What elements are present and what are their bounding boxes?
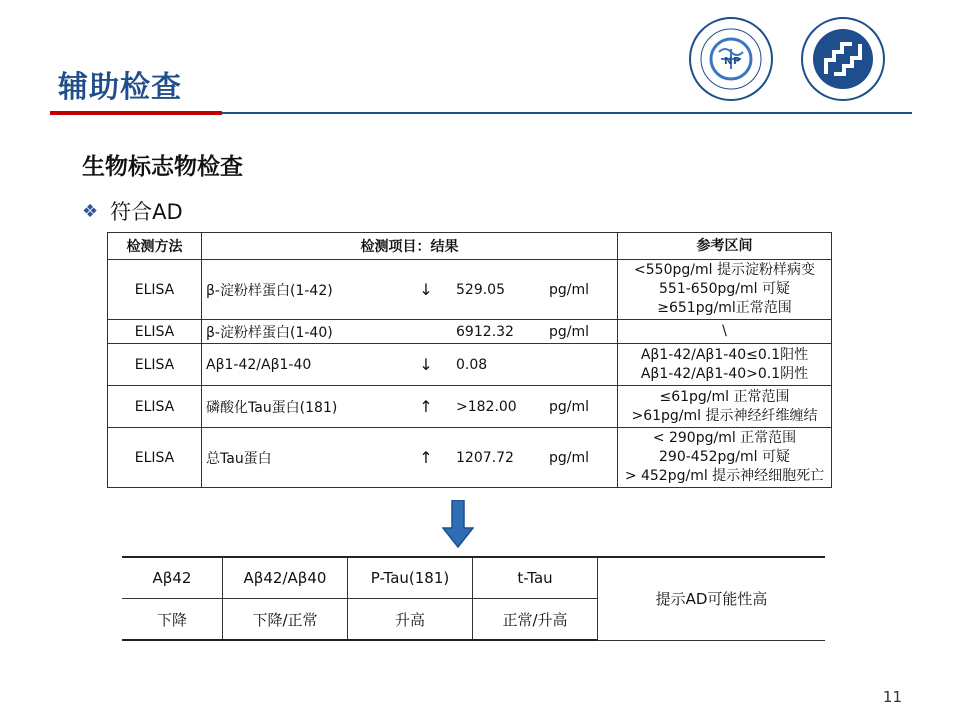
reference-line: Aβ1-42/Aβ1-40>0.1阴性 — [640, 365, 809, 382]
summary-header: t-Tau — [473, 557, 598, 599]
header-item-result: 检测项目：结果 — [202, 233, 618, 260]
summary-header: Aβ42/Aβ40 — [223, 557, 348, 599]
cell-reference — [618, 386, 832, 428]
summary-value: 正常/升高 — [473, 599, 598, 641]
reference-line: Aβ1-42/Aβ1-40≤0.1阳性 — [640, 346, 809, 363]
item-unit: pg/ml — [549, 449, 590, 466]
cell-method: ELISA — [108, 386, 202, 428]
cell-item — [202, 344, 618, 386]
institute-mental-health-logo — [800, 16, 886, 102]
arrow-down-icon: ↓ — [419, 280, 433, 299]
table-header-row — [108, 233, 832, 260]
header-method: 检测方法 — [108, 233, 202, 260]
table-row — [108, 320, 832, 344]
title-underline-red — [50, 111, 222, 115]
summary-header: P-Tau(181) — [348, 557, 473, 599]
cell-method: ELISA — [108, 428, 202, 488]
item-value: 0.08 — [456, 356, 488, 373]
item-unit: pg/ml — [549, 281, 590, 298]
cell-method: ELISA — [108, 344, 202, 386]
reference-line: ≤61pg/ml 正常范围 — [659, 388, 790, 405]
cell-reference — [618, 428, 832, 488]
item-unit: pg/ml — [549, 398, 590, 415]
arrow-down-icon: ↓ — [419, 355, 433, 374]
reference-line: \ — [722, 323, 727, 339]
section-title: 生物标志物检查 — [82, 154, 243, 180]
cell-reference — [618, 344, 832, 386]
summary-header-row — [122, 557, 825, 599]
cell-reference — [618, 260, 832, 320]
diamond-bullet-icon: ❖ — [82, 200, 99, 222]
page-number: 11 — [882, 688, 902, 706]
summary-value: 下降 — [122, 599, 223, 641]
arrow-down-icon — [442, 500, 474, 548]
table-row — [108, 344, 832, 386]
reference-line: > 452pg/ml 提示神经细胞死亡 — [624, 468, 825, 484]
item-name: β-淀粉样蛋白(1-40) — [206, 324, 333, 341]
cell-method: ELISA — [108, 260, 202, 320]
item-value: >182.00 — [456, 398, 517, 415]
reference-line: 290-452pg/ml 可疑 — [659, 449, 790, 465]
item-name: β-淀粉样蛋白(1-42) — [206, 282, 333, 299]
item-value: 6912.32 — [456, 323, 514, 340]
title-underline-blue — [222, 112, 912, 114]
arrow-up-icon: ↑ — [419, 397, 433, 416]
cell-item — [202, 320, 618, 344]
table-row — [108, 260, 832, 320]
svg-text:N: N — [724, 56, 733, 67]
reference-line: <550pg/ml 提示淀粉样病变 — [634, 262, 815, 278]
cell-item — [202, 386, 618, 428]
summary-value: 升高 — [348, 599, 473, 641]
item-name: 总Tau蛋白 — [206, 450, 272, 467]
summary-conclusion: 提示AD可能性高 — [598, 557, 826, 640]
item-value: 1207.72 — [456, 449, 514, 466]
cell-method: ELISA — [108, 320, 202, 344]
header-reference: 参考区间 — [618, 233, 832, 260]
bullet-item — [82, 196, 183, 226]
table-row — [108, 428, 832, 488]
reference-line: < 290pg/ml 正常范围 — [652, 430, 797, 446]
page-title: 辅助检查 — [58, 70, 182, 105]
cell-item — [202, 428, 618, 488]
table-row — [108, 386, 832, 428]
reference-line: 551-650pg/ml 可疑 — [659, 281, 790, 297]
summary-header: Aβ42 — [122, 557, 223, 599]
hospital-neurology-logo — [688, 16, 774, 102]
summary-table — [122, 556, 825, 641]
bullet-text: 符合AD — [110, 200, 183, 224]
item-name: Aβ1-42/Aβ1-40 — [206, 356, 312, 373]
svg-text:P: P — [733, 56, 741, 67]
reference-line: >61pg/ml 提示神经纤维缠结 — [631, 407, 818, 424]
item-value: 529.05 — [456, 281, 505, 298]
cell-item — [202, 260, 618, 320]
item-name: 磷酸化Tau蛋白(181) — [206, 399, 338, 416]
summary-value: 下降/正常 — [223, 599, 348, 641]
cell-reference — [618, 320, 832, 344]
biomarker-results-table — [107, 232, 832, 488]
item-unit: pg/ml — [549, 323, 590, 340]
reference-line: ≥651pg/ml正常范围 — [657, 300, 792, 316]
arrow-up-icon: ↑ — [419, 448, 433, 467]
